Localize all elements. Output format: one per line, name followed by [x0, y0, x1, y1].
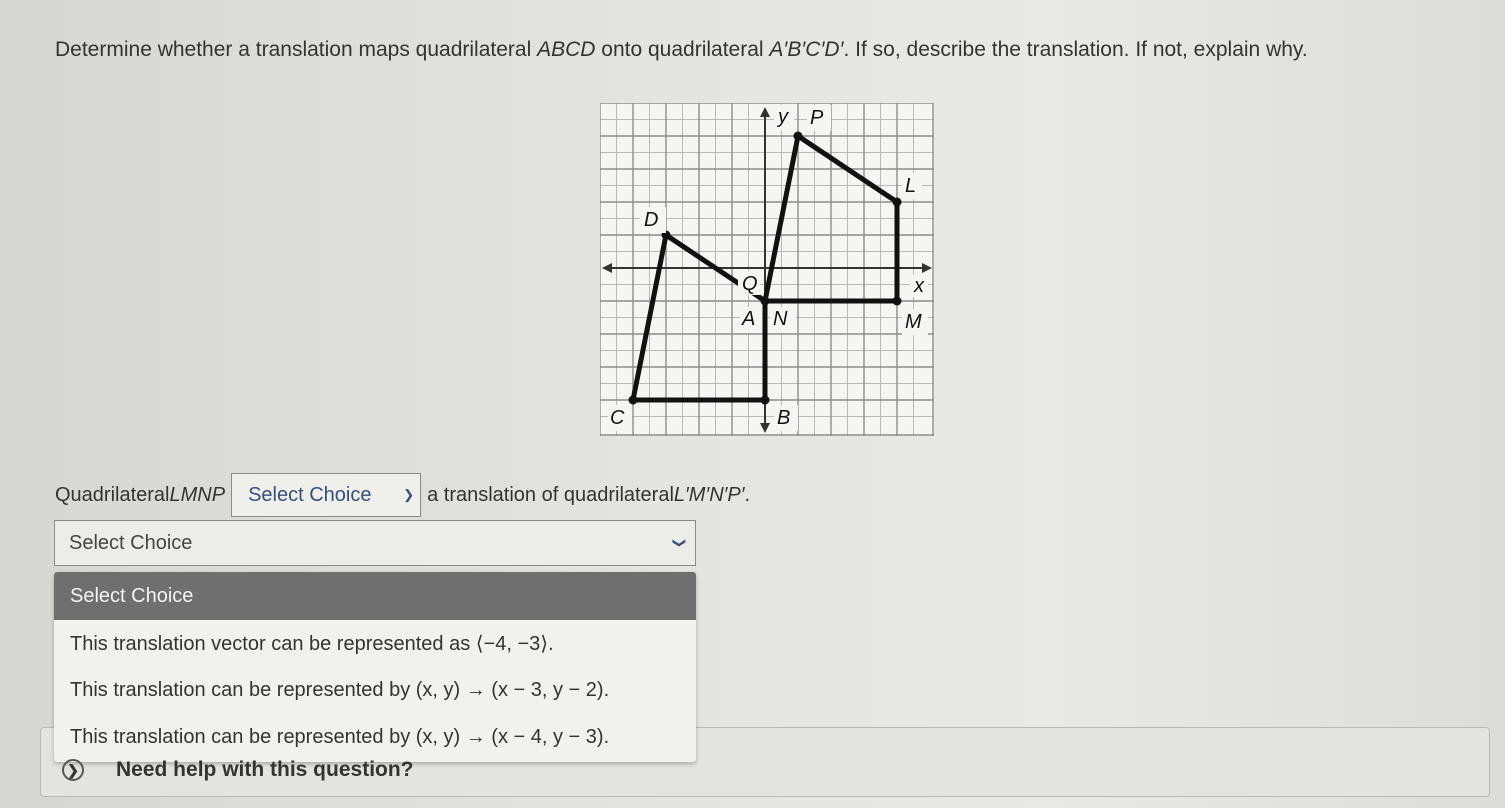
prompt-shape-1: ABCD — [537, 38, 596, 61]
x-axis-label: x — [914, 275, 924, 297]
sentence-prefix: Quadrilateral — [55, 483, 170, 506]
y-axis-label: y — [778, 106, 788, 128]
prompt-shape-2: A′B′C′D′ — [769, 38, 844, 61]
chevron-down-icon: ❯ — [672, 537, 688, 549]
point-p — [794, 132, 803, 141]
sentence-suffix: . — [744, 483, 751, 506]
chevron-right-icon: ❯ — [62, 759, 84, 781]
prompt-text-3: . If so, describe the translation. If not, explain why. — [843, 38, 1308, 61]
dropdown-option-2[interactable]: This translation can be represented by (x, y) → (x − 3, y − 2). — [70, 679, 610, 701]
help-label: Need help with this question? — [116, 758, 414, 781]
label-l: L — [905, 175, 917, 197]
prompt-text-2: onto quadrilateral — [595, 38, 770, 61]
translation-select[interactable] — [54, 520, 696, 566]
chevron-down-icon: ❯ — [403, 487, 415, 502]
point-b — [761, 396, 770, 405]
translation-dropdown-menu — [54, 572, 696, 762]
label-d: D — [644, 209, 659, 231]
sentence-middle: a translation of quadrilateral — [427, 483, 674, 506]
sentence-shape-2: L′M′N′P′ — [673, 483, 745, 506]
label-q: Q — [742, 273, 758, 295]
dropdown-option-1[interactable]: This translation vector can be represented as ⟨−4, −3⟩. — [70, 633, 554, 655]
point-m — [893, 297, 902, 306]
coordinate-graph — [600, 103, 934, 436]
help-link[interactable] — [62, 758, 414, 782]
is-is-not-select[interactable] — [231, 473, 421, 517]
point-n — [761, 297, 770, 306]
label-b: B — [777, 407, 791, 429]
is-is-not-select-label: Select Choice — [248, 483, 372, 506]
label-n: N — [773, 308, 788, 330]
label-m: M — [905, 311, 922, 333]
label-a: A — [742, 308, 756, 330]
label-c: C — [610, 407, 625, 429]
dropdown-option-placeholder[interactable]: Select Choice — [54, 572, 696, 620]
prompt-text-1: Determine whether a translation maps quadrilateral — [55, 38, 538, 61]
point-l — [893, 198, 902, 207]
label-p: P — [810, 107, 824, 129]
point-c — [629, 396, 638, 405]
dropdown-option-3[interactable]: This translation can be represented by (x, y) → (x − 4, y − 3). — [70, 726, 610, 748]
answer-sentence — [55, 472, 750, 518]
question-prompt — [55, 38, 1308, 62]
sentence-shape-1: LMNP — [169, 483, 226, 506]
translation-select-label: Select Choice — [69, 531, 193, 554]
